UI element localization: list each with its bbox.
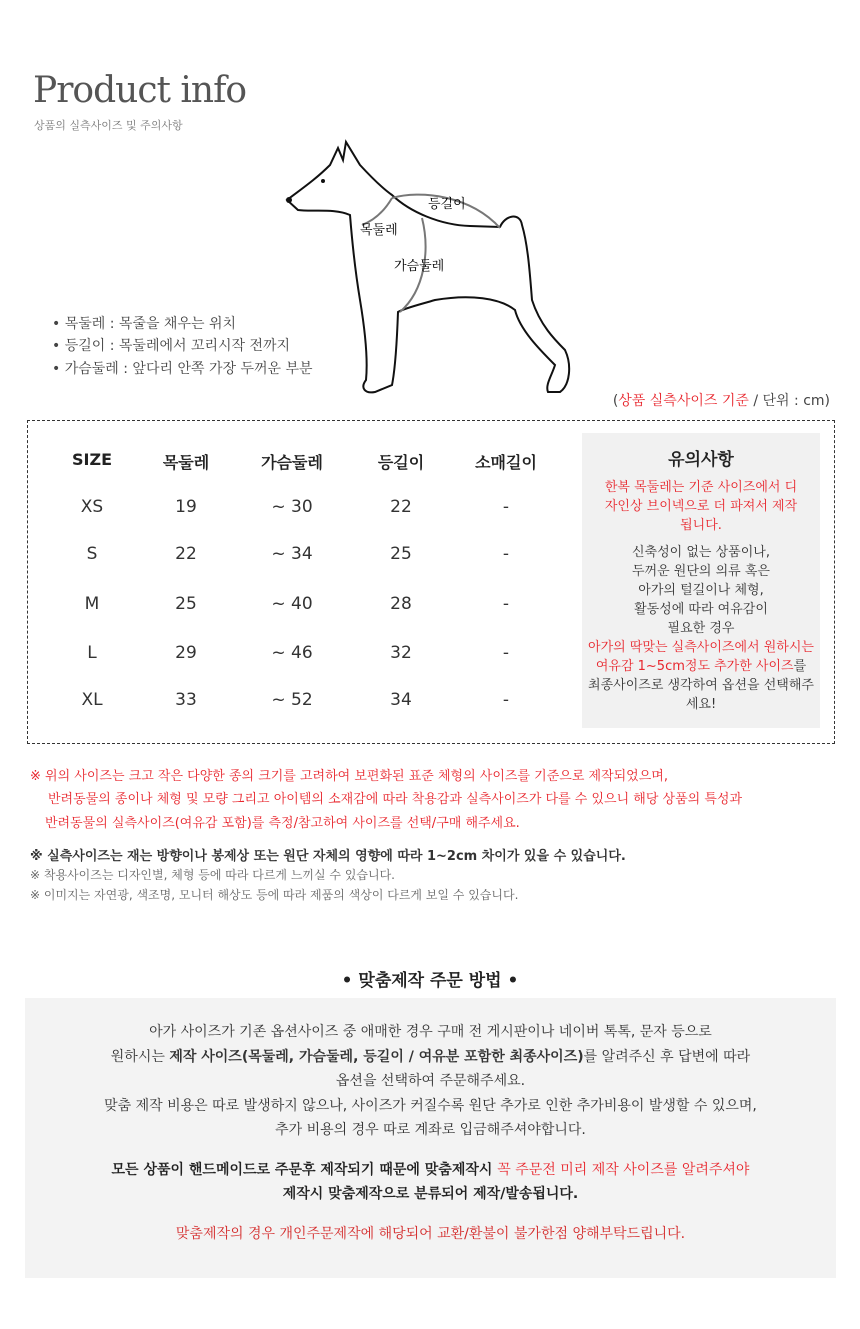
cell-back: 22	[390, 497, 412, 517]
dog-measurement-diagram	[0, 0, 860, 420]
notice-body: 신축성이 없는 상품이나, 두꺼운 원단의 의류 혹은 아가의 털길이나 체형, 활동성에 따라 여유감이 필요한 경우	[632, 545, 770, 636]
cell-sleeve: -	[502, 594, 510, 614]
notice-title: 유의사항	[668, 450, 734, 470]
col-size: SIZE	[71, 450, 113, 469]
custom-order-title: • 맞춤제작 주문 방법 •	[341, 971, 519, 991]
howto-line-5: 추가 비용의 경우 따로 계좌로 입금해주셔야합니다.	[275, 1122, 586, 1138]
howto-warning: 맞춤제작의 경우 개인주문제작에 해당되어 교환/환불이 불가한점 양해부탁드립니다.	[175, 1225, 686, 1242]
cell-neck: 19	[175, 497, 197, 517]
custom-order-box	[25, 998, 836, 1278]
cell-neck: 22	[175, 544, 197, 564]
howto-line-3: 옵션을 선택하여 주문해주세요.	[335, 1073, 526, 1089]
footnote-red-2: 반려동물의 종이나 체형 및 모량 그리고 아이템의 소재감에 따라 착용감과 실측사이즈가 다를 수 있으니 해당 상품의 특성과	[48, 792, 743, 807]
footnote-gray-2: ※ 이미지는 자연광, 색조명, 모니터 해상도 등에 따라 제품의 색상이 다르게 보일 수 있습니다.	[30, 888, 519, 902]
definition-neck: • 목둘레 : 목줄을 채우는 위치	[52, 316, 236, 332]
cell-chest: ~ 40	[271, 594, 313, 614]
howto-bold-2: 제작시 맞춤제작으로 분류되어 제작/발송됩니다.	[282, 1186, 579, 1202]
footnote-bold: ※ 실측사이즈는 재는 방향이나 봉제상 또는 원단 자체의 영향에 따라 1~2cm 차이가 있을 수 있습니다.	[30, 849, 626, 864]
col-sleeve: 소매길이	[475, 453, 537, 472]
cell-size: XS	[80, 497, 104, 517]
col-chest: 가슴둘레	[261, 453, 323, 472]
unit-label: (상품 실측사이즈 기준 / 단위 : cm)	[612, 393, 830, 409]
dog-eye	[321, 179, 325, 183]
page-subtitle: 상품의 실측사이즈 및 주의사항	[34, 119, 183, 132]
cell-size: S	[86, 544, 98, 564]
cell-chest: ~ 30	[271, 497, 313, 517]
label-back: 등길이	[428, 197, 466, 212]
cell-neck: 25	[175, 594, 197, 614]
label-chest: 가슴둘레	[394, 259, 445, 274]
cell-chest: ~ 52	[271, 690, 313, 710]
cell-sleeve: -	[502, 643, 510, 663]
col-back: 등길이	[377, 453, 425, 472]
definition-chest: • 가슴둘레 : 앞다리 안쪽 가장 두꺼운 부분	[52, 361, 313, 377]
cell-chest: ~ 34	[271, 544, 313, 564]
page-title: Product info	[33, 70, 247, 111]
cell-back: 34	[390, 690, 412, 710]
howto-bold-1: 모든 상품이 핸드메이드로 주문후 제작되기 때문에 맞춤제작시 꼭 주문전 미리 제작 사이즈를 알려주셔야	[111, 1161, 750, 1178]
cell-back: 28	[390, 594, 412, 614]
cell-sleeve: -	[502, 544, 510, 564]
definition-back: • 등길이 : 목둘레에서 꼬리시작 전까지	[52, 338, 291, 354]
cell-back: 32	[390, 643, 412, 663]
cell-chest: ~ 46	[271, 643, 313, 663]
cell-neck: 29	[175, 643, 197, 663]
howto-line-1: 아가 사이즈가 기존 옵션사이즈 중 애매한 경우 구매 전 게시판이나 네이버 톡톡, 문자 등으로	[149, 1024, 712, 1040]
cell-size: L	[87, 643, 97, 663]
notice-box	[582, 433, 820, 728]
cell-sleeve: -	[502, 690, 510, 710]
footnote-gray-1: ※ 착용사이즈는 디자인별, 체형 등에 따라 다르게 느끼실 수 있습니다.	[30, 868, 395, 882]
howto-line-2: 원하시는 제작 사이즈(목둘레, 가슴둘레, 등길이 / 여유분 포함한 최종사이즈)를 알려주신 후 답변에 따라	[110, 1048, 751, 1065]
neck-measure-line	[362, 198, 392, 225]
cell-sleeve: -	[502, 497, 510, 517]
footnote-red-1: ※ 위의 사이즈는 크고 작은 다양한 종의 크기를 고려하여 보편화된 표준 체형의 사이즈를 기준으로 제작되었으며,	[30, 769, 668, 784]
label-neck: 목둘레	[360, 223, 398, 238]
dog-nose	[286, 197, 292, 203]
howto-line-4: 맞춤 제작 비용은 따로 발생하지 않으나, 사이즈가 커질수록 원단 추가로 인한 추가비용이 발생할 수 있으며,	[104, 1097, 757, 1114]
cell-size: XL	[81, 690, 103, 710]
notice-red-text: 한복 목둘레는 기준 사이즈에서 디자인상 브이넥으로 더 파져서 제작됩니다.	[604, 480, 798, 533]
col-neck: 목둘레	[162, 453, 210, 472]
cell-back: 25	[390, 544, 412, 564]
notice-highlight: 아가의 딱맞는 실측사이즈에서 원하시는 여유감 1~5cm정도 추가한 사이즈를 최종사이즈로 생각하여 옵션을 선택해주세요!	[588, 640, 814, 712]
cell-size: M	[84, 594, 100, 614]
cell-neck: 33	[175, 690, 197, 710]
footnote-red-3: 반려동물의 실측사이즈(여유감 포함)를 측정/참고하여 사이즈를 선택/구매 해주세요.	[45, 816, 520, 831]
